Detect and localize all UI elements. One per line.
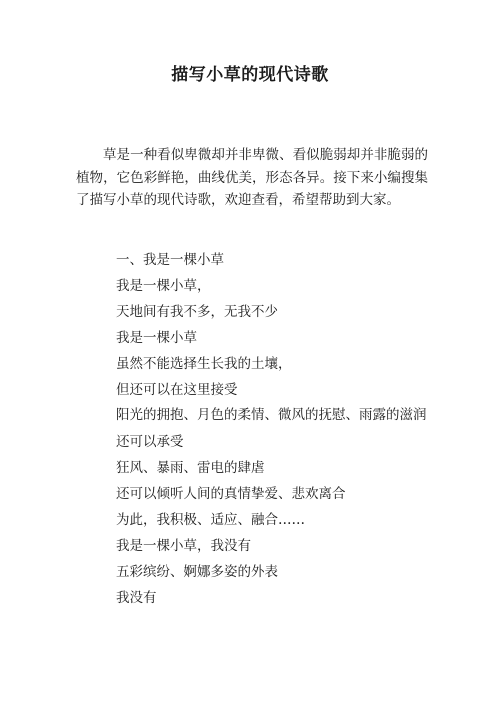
- intro-paragraph: 草是一种看似卑微却并非卑微、看似脆弱却并非脆弱的植物，它色彩鲜艳，曲线优美，形态各异。接下来小编搜集了描写小草的现代诗歌，欢迎查看，希望帮助到大家。: [76, 147, 428, 208]
- poem-line: 虽然不能选择生长我的土壤，: [116, 356, 292, 372]
- poem-line: 为此，我积极、适应、融合……: [116, 512, 305, 528]
- poem-line: 我是一棵小草，我没有: [116, 538, 251, 554]
- poem-line: [76, 403, 428, 429]
- poem-line: 还可以承受: [116, 434, 184, 450]
- poem-line: 还可以倾听人间的真情挚爱、悲欢离合: [116, 486, 346, 502]
- poem-line: 我是一棵小草，: [116, 278, 211, 294]
- poem-body: [76, 247, 428, 611]
- poem-line: 我是一棵小草: [116, 330, 197, 346]
- poem-line: 但还可以在这里接受: [116, 382, 238, 398]
- poem-line: 五彩缤纷、婀娜多姿的外表: [116, 564, 278, 580]
- poem-line: 天地间有我不多，无我不少: [116, 304, 278, 320]
- document-title: 描写小草的现代诗歌: [171, 65, 329, 85]
- poem-line: 狂风、暴雨、雷电的肆虐: [116, 460, 265, 476]
- poem-section-heading: 一、我是一棵小草: [116, 252, 224, 268]
- poem-line-text: 阳光的拥抱、月色的柔情、微风的抚慰、雨露的滋润: [116, 407, 427, 423]
- poem-line: 我没有: [116, 590, 157, 606]
